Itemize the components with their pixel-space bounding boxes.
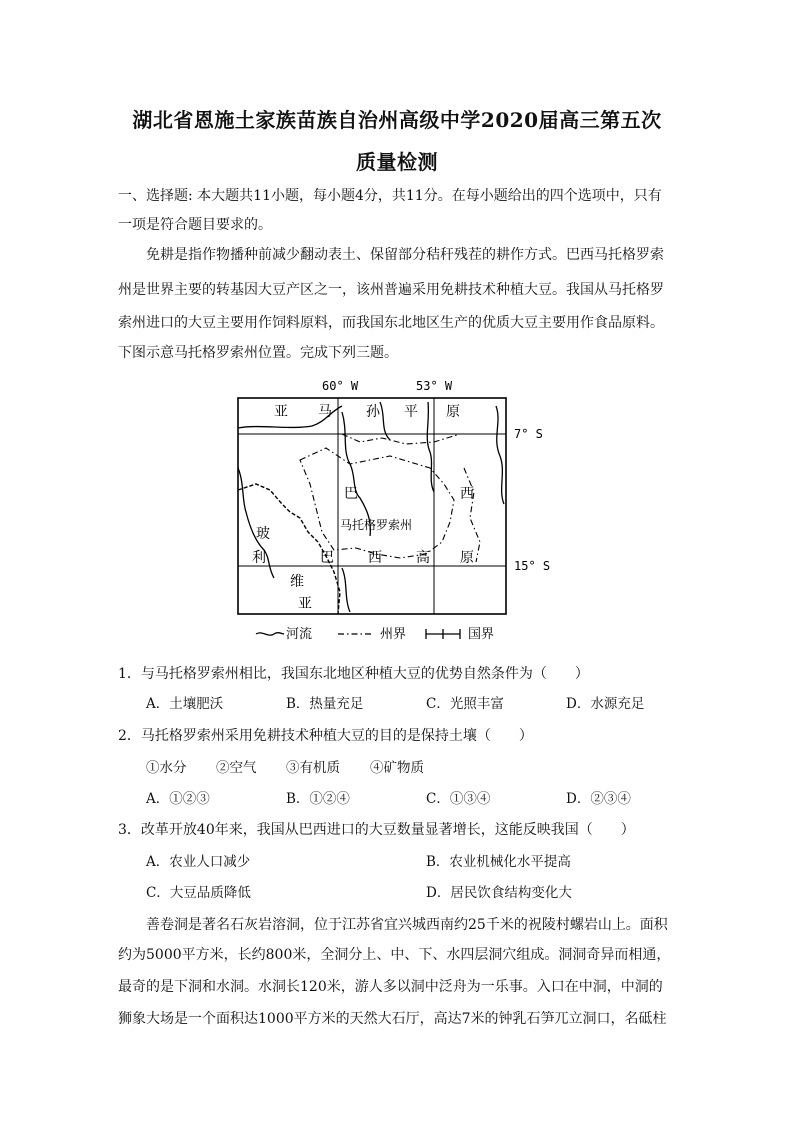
question-3-stem: 3．改革开放40年来，我国从巴西进口的大豆数量显著增长，这能反映我国（ ） [118,822,635,838]
section-instruction-line-2: 一项是符合题目要求的。 [118,217,272,233]
river-5 [496,406,504,504]
lon-label-53w: 53° W [416,379,453,393]
question-3-option-c[interactable]: C．大豆品质降低 [146,885,251,901]
paper-title-line-1: 湖北省恩施土家族苗族自治州高级中学2020届高三第五次 [132,108,662,132]
passage1-line-1: 免耕是指作物播种前减少翻动表土、保留部分秸秆残茬的耕作方式。巴西马托格罗索 [146,247,664,263]
legend-river-symbol [256,633,284,635]
national-border [238,484,340,614]
state-border-north [342,434,460,444]
mato-grosso-map [230,372,560,647]
question-2-item-3: ③有机质 [286,760,340,776]
label-brazil-2: 西 [460,486,474,502]
lat-label-7s: 7° S [514,427,543,441]
label-amazon-5: 原 [446,404,460,420]
legend-state-border-label: 州界 [380,627,407,642]
question-3-option-a[interactable]: A．农业人口减少 [146,854,251,870]
label-plateau-3: 高 [416,550,430,566]
section-instruction-line-1: 一、选择题: 本大题共11小题，每小题4分，共11分。在每小题给出的四个选项中，只有 [118,188,662,204]
question-2-item-2: ②空气 [216,760,257,776]
passage2-line-3: 最奇的是下洞和水洞。水洞长120米，游人多以洞中泛舟为一乐事。入口在中洞，中洞的 [118,979,663,995]
passage1-line-4: 下图示意马托格罗索州位置。完成下列三题。 [118,345,398,361]
question-1-stem: 1．与马托格罗索州相比，我国东北地区种植大豆的优势自然条件为（ ） [118,666,589,682]
passage2-line-4: 狮象大场是一个面积达1000平方米的天然大石厅，高达7米的钟乳石笋兀立洞口，名砥柱 [118,1011,667,1027]
passage2-line-2: 约为5000平方米，长约800米，全洞分上、中、下、水四层洞穴组成。洞洞奇异而相通， [118,947,671,963]
question-2-stem: 2．马托格罗索州采用免耕技术种植大豆的目的是保持土壤（ ） [118,728,533,744]
label-plateau-1: 巴 [320,550,334,566]
question-3-option-b[interactable]: B．农业机械化水平提高 [426,854,571,870]
label-amazon-1: 亚 [274,404,288,420]
question-2-option-b[interactable]: B．①②④ [286,791,350,807]
label-brazil-1: 巴 [344,486,358,502]
question-2-item-4: ④矿物质 [370,760,424,776]
lon-label-60w: 60° W [322,379,359,393]
legend-river-label: 河流 [286,627,313,642]
river-7 [342,568,350,612]
question-1-option-a[interactable]: A．土壤肥沃 [146,696,224,712]
paper-title-line-2: 质量检测 [356,150,438,174]
question-2-option-c[interactable]: C．①③④ [426,791,491,807]
map-frame [238,398,506,614]
river-4 [427,402,434,492]
label-amazon-2: 马 [318,404,332,420]
question-2-option-d[interactable]: D．②③④ [566,791,631,807]
label-mato-grosso: 马托格罗索州 [340,518,413,532]
question-1-option-d[interactable]: D．水源充足 [566,696,645,712]
label-amazon-3: 孙 [366,404,380,420]
passage1-line-3: 索州进口的大豆主要用作饲料原料，而我国东北地区生产的优质大豆主要用作食品原料。 [118,315,664,331]
passage2-line-1: 善卷洞是著名石灰岩溶洞，位于江苏省宜兴城西南约25千米的祝陵村螺岩山上。面积 [146,917,668,933]
label-bolivia-4: 亚 [298,596,312,612]
label-plateau-2: 西 [368,550,382,566]
question-2-option-a[interactable]: A．①②③ [146,791,210,807]
label-plateau-4: 原 [460,550,474,566]
question-1-option-c[interactable]: C．光照丰富 [426,696,504,712]
state-border-east [464,468,480,562]
label-bolivia-1: 玻 [256,526,270,542]
label-bolivia-3: 维 [290,574,304,590]
legend-national-border-label: 国界 [468,627,495,642]
question-3-option-d[interactable]: D．居民饮食结构变化大 [426,885,572,901]
map-legend [256,626,494,642]
passage1-line-2: 州是世界主要的转基因大豆产区之一，该州普遍采用免耕技术种植大豆。我国从马托格罗 [118,282,664,298]
legend-national-border-symbol [426,629,460,639]
label-bolivia-2: 利 [252,550,266,566]
question-1-option-b[interactable]: B．热量充足 [286,696,364,712]
label-amazon-4: 平 [404,404,418,420]
lat-label-15s: 15° S [514,559,551,573]
question-2-item-1: ①水分 [146,760,187,776]
